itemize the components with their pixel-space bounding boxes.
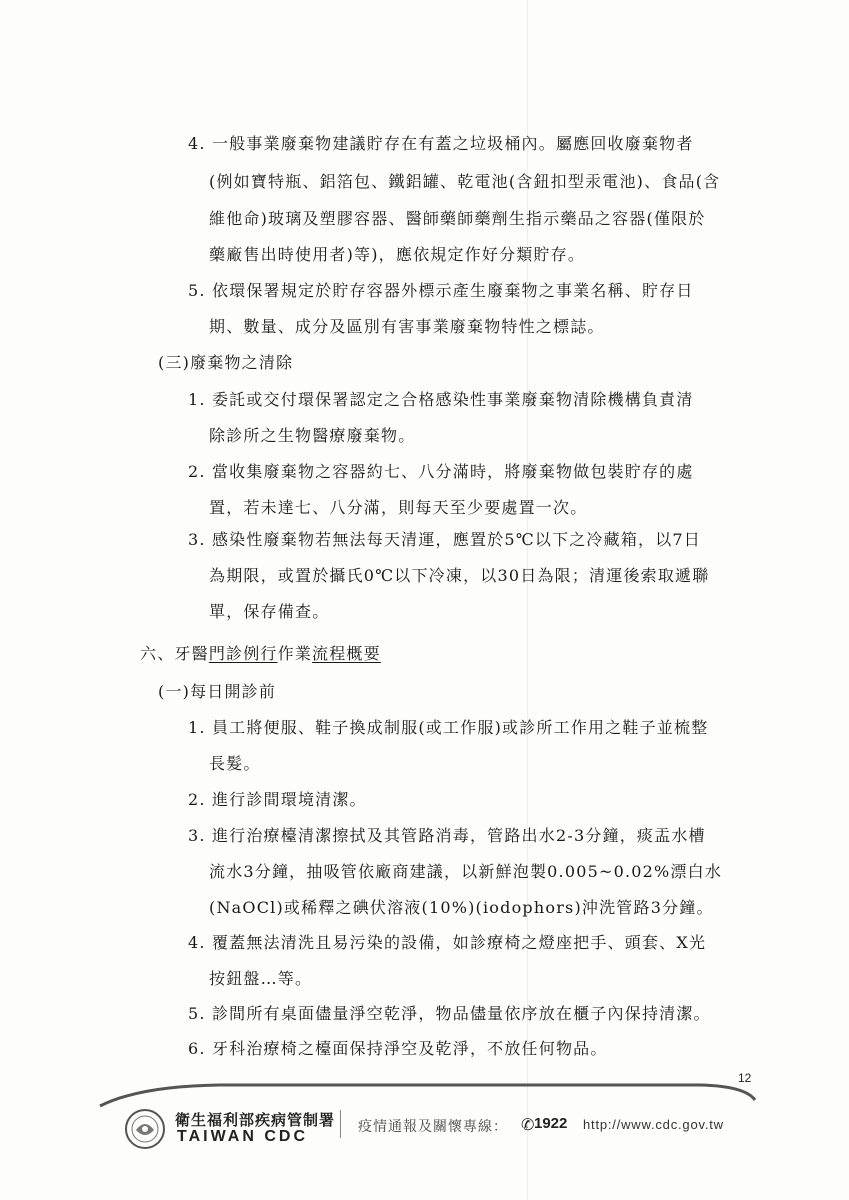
text-line: (例如寶特瓶、鋁箔包、鐵鋁罐、乾電池(含鈕扣型汞電池)、食品(含: [209, 172, 721, 191]
text-line: 藥廠售出時使用者)等)，應依規定作好分類貯存。: [209, 245, 586, 264]
section-heading-prefix: 六、牙醫: [140, 644, 209, 663]
section-heading-mid: 作業: [277, 644, 313, 663]
cdc-seal-logo-icon: [124, 1108, 166, 1150]
text-line: 除診所之生物醫療廢棄物。: [209, 426, 416, 445]
text-line: 單，保存備查。: [209, 602, 330, 621]
phone-icon: ✆: [521, 1115, 535, 1134]
text-line: 維他命)玻璃及塑膠容器、醫師藥師藥劑生指示藥品之容器(僅限於: [209, 209, 706, 228]
org-name-english: TAIWAN CDC: [177, 1128, 309, 1145]
text-line: 4. 一般事業廢棄物建議貯存在有蓋之垃圾桶內。屬應回收廢棄物者: [188, 134, 694, 153]
text-line: 1. 員工將便服、鞋子換成制服(或工作服)或診所工作用之鞋子並梳整: [188, 718, 709, 737]
subsection-heading: (三)廢棄物之清除: [158, 353, 294, 372]
page-number: 12: [738, 1071, 752, 1085]
text-line: 2. 進行診間環境清潔。: [188, 790, 367, 809]
website-url[interactable]: http://www.cdc.gov.tw: [583, 1117, 724, 1132]
text-line: 1. 委託或交付環保署認定之合格感染性事業廢棄物清除機構負責清: [188, 390, 694, 409]
text-line: 期、數量、成分及區別有害事業廢棄物特性之標誌。: [209, 317, 605, 336]
text-line: (NaOCl)或稀釋之碘伏溶液(10%)(iodophors)沖洗管路3分鐘。: [209, 898, 714, 917]
text-line: 長髮。: [209, 754, 261, 773]
text-line: 置，若未達七、八分滿，則每天至少要處置一次。: [209, 498, 588, 517]
text-line: 5. 依環保署規定於貯存容器外標示產生廢棄物之事業名稱、貯存日: [188, 281, 694, 300]
section-heading: [140, 644, 381, 664]
text-line: 5. 診間所有桌面儘量淨空乾淨，物品儘量依序放在櫃子內保持清潔。: [188, 1004, 711, 1023]
text-line: 3. 感染性廢棄物若無法每天清運，應置於5℃以下之冷藏箱，以7日: [188, 530, 702, 549]
text-line: 3. 進行治療檯清潔擦拭及其管路消毒，管路出水2-3分鐘，痰盂水槽: [188, 826, 706, 845]
hotline-label: 疫情通報及關懷專線：: [358, 1119, 508, 1135]
text-line: 2. 當收集廢棄物之容器約七、八分滿時，將廢棄物做包裝貯存的處: [188, 462, 694, 481]
section-heading-underlined: 門診例行: [208, 644, 278, 663]
org-name-chinese: 衛生福利部疾病管制署: [175, 1111, 336, 1129]
footer-divider: [340, 1110, 341, 1138]
text-line: 4. 覆蓋無法清洗且易污染的設備，如診療椅之燈座把手、頭套、X光: [188, 933, 707, 952]
text-line: 6. 牙科治療椅之檯面保持淨空及乾淨，不放任何物品。: [188, 1039, 608, 1058]
text-line: 按鈕盤…等。: [209, 969, 313, 988]
section-heading-underlined: 流程概要: [312, 644, 381, 663]
subsection-heading: (一)每日開診前: [158, 682, 277, 701]
text-line: 為期限，或置於攝氏0℃以下冷凍，以30日為限；清運後索取遞聯: [209, 566, 710, 585]
hotline-number: 1922: [534, 1115, 568, 1132]
text-line: 流水3分鐘，抽吸管依廠商建議，以新鮮泡製0.005~0.02%漂白水: [209, 862, 723, 881]
